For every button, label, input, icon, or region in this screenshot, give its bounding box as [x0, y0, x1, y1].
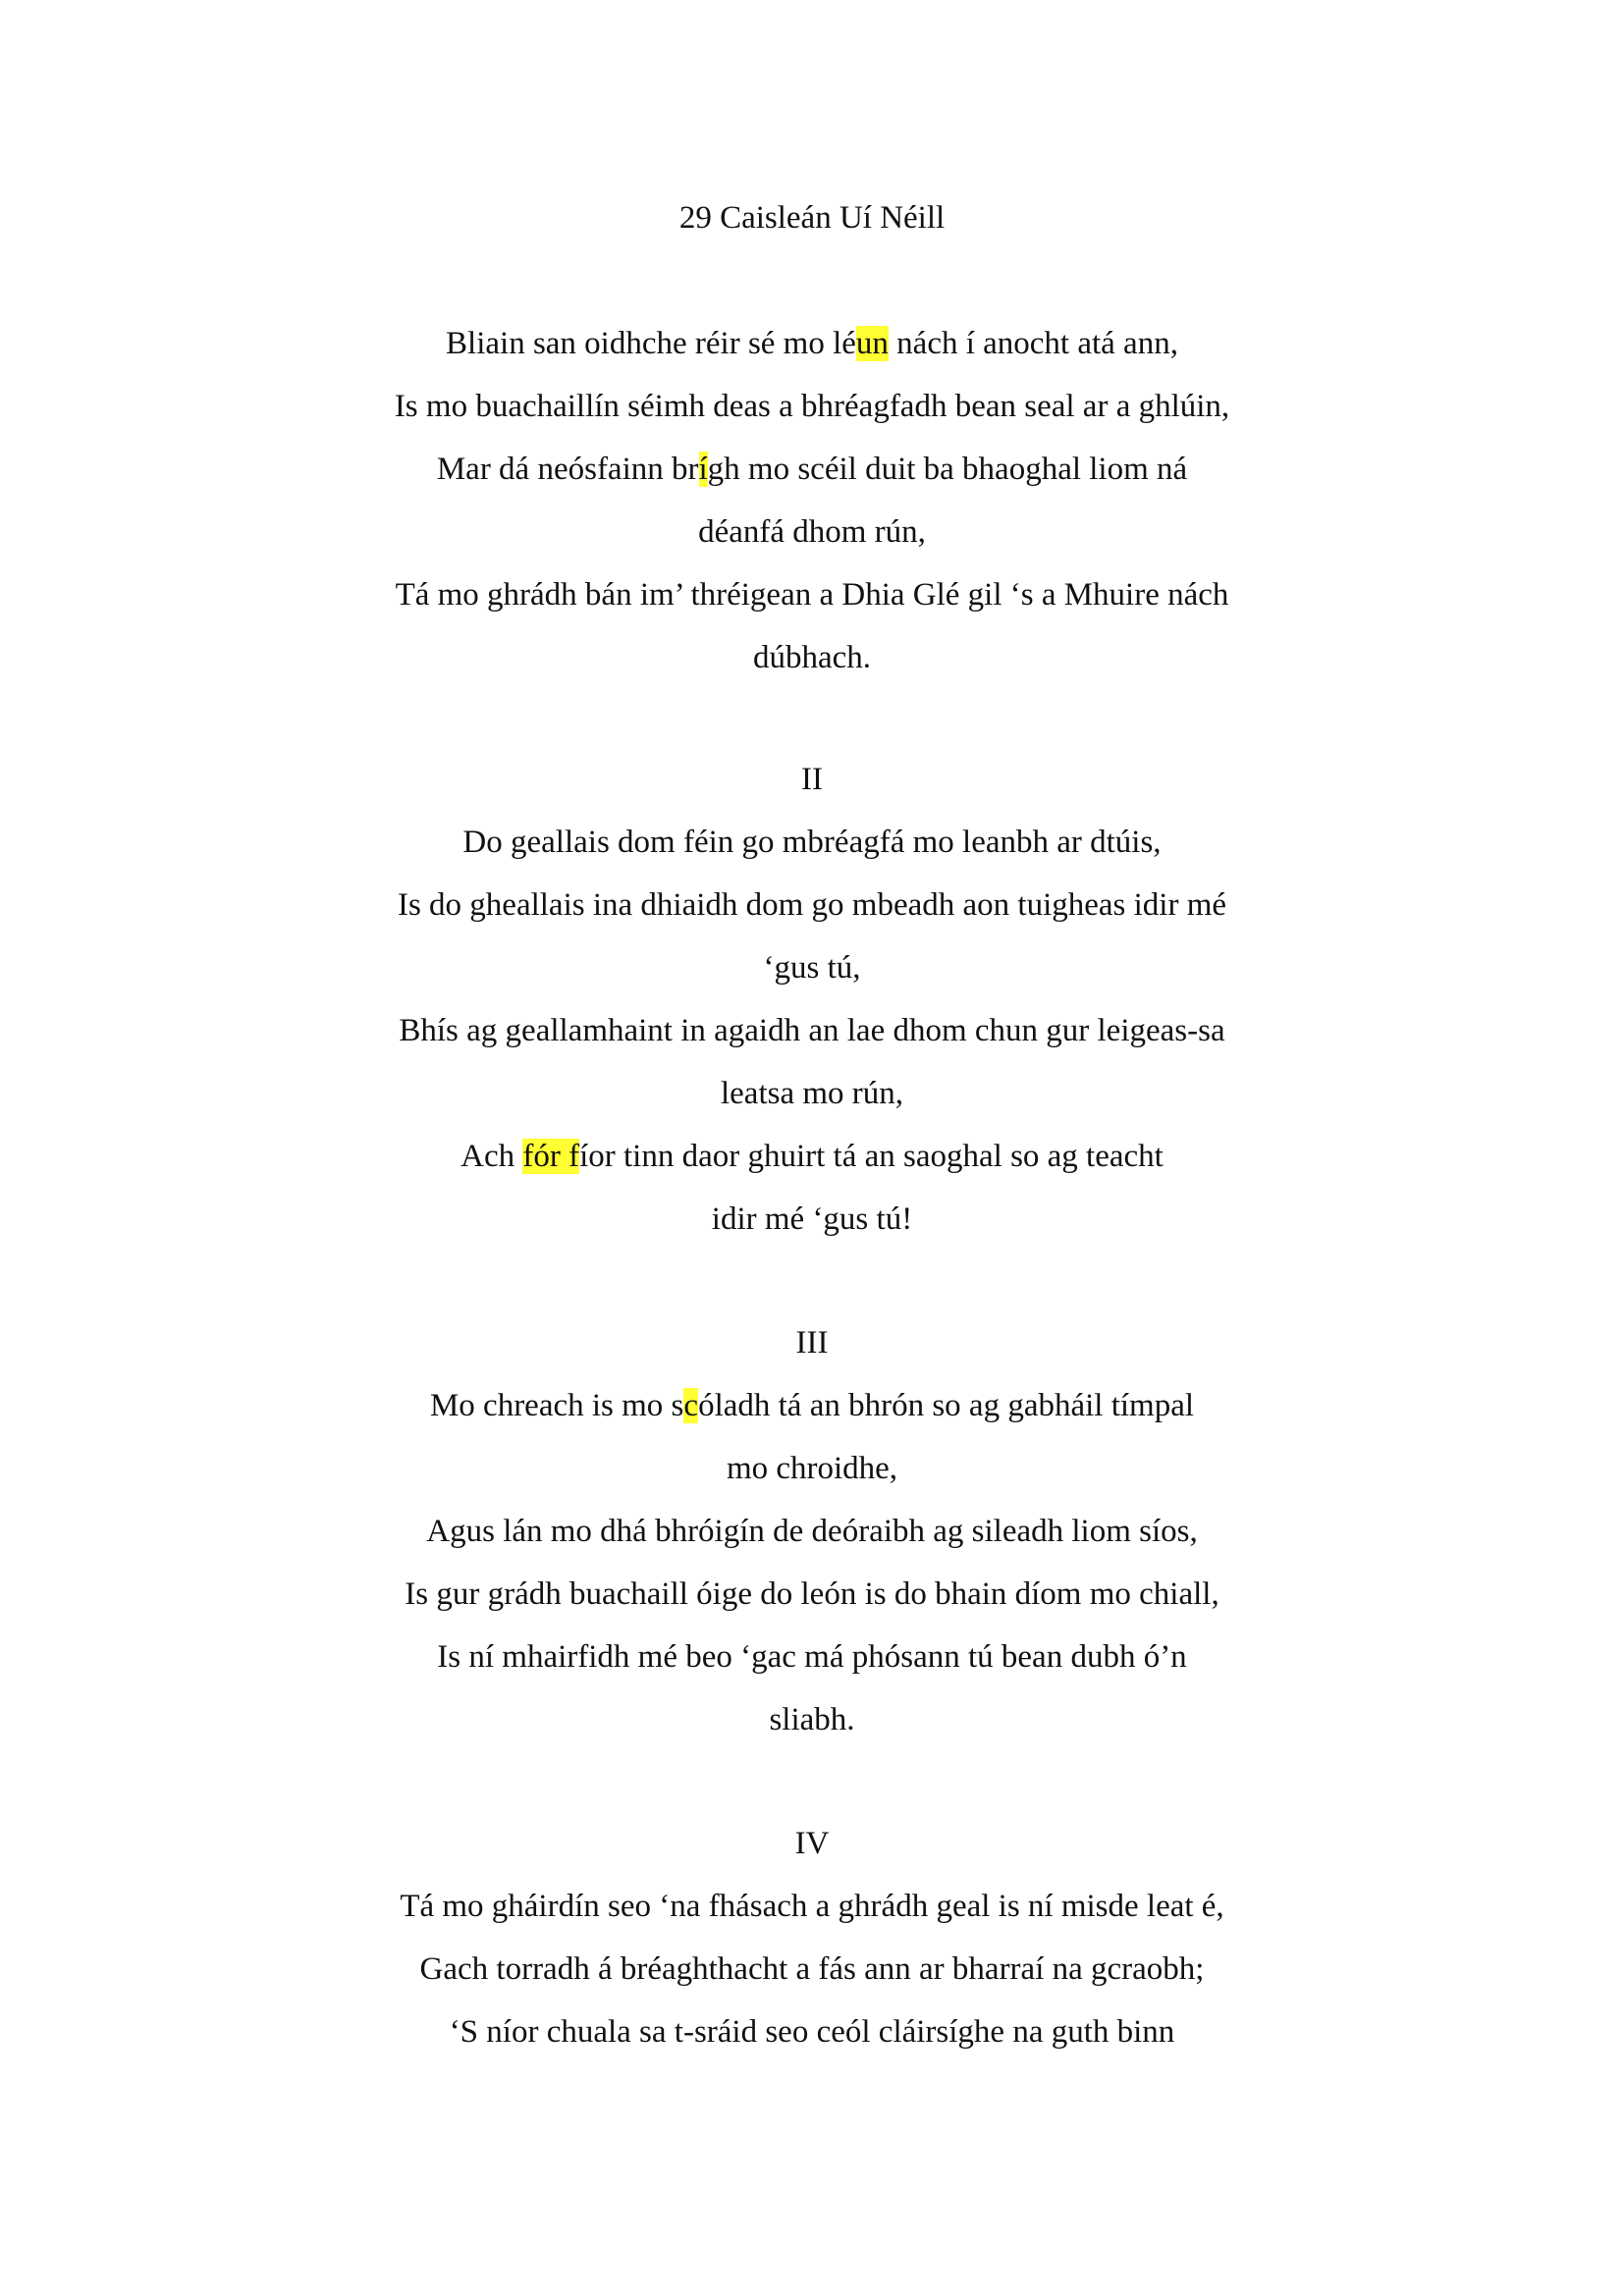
highlighted-text: fór f [522, 1139, 580, 1174]
poem-line [0, 626, 1624, 689]
line-text: óladh tá an bhrón so ag gabháil tímpal [698, 1388, 1195, 1423]
line-text: idir mé ‘gus tú! [711, 1201, 913, 1237]
line-text: gh mo scéil duit ba bhaoghal liom ná [707, 452, 1188, 487]
line-text: ‘S níor chuala sa t-sráid seo ceól cláirsíghe na guth binn [449, 2014, 1175, 2050]
poem-title: 29 Caisleán Uí Néill [678, 200, 946, 236]
poem-line [0, 312, 1624, 375]
highlighted-text: un [855, 326, 889, 361]
poem-line [0, 1563, 1624, 1626]
poem-line [0, 811, 1624, 874]
line-text: nách í anocht atá ann, [888, 326, 1178, 361]
poem-line [0, 1062, 1624, 1125]
line-text: Mar dá neósfainn br [436, 452, 699, 487]
poem-line [0, 999, 1624, 1062]
poem-line [0, 1688, 1624, 1751]
line-text: Gach torradh á bréaghthacht a fás ann ar bharraí na gcraobh; [419, 1951, 1205, 1987]
line-text: Is do gheallais ina dhiaidh dom go mbeadh aon tuigheas idir mé [397, 887, 1227, 923]
line-text: íor tinn daor ghuirt tá an saoghal so ag teacht [579, 1139, 1164, 1174]
poem-line [0, 501, 1624, 563]
line-text: leatsa mo rún, [720, 1076, 904, 1111]
poem-line [0, 936, 1624, 999]
line-text: sliabh. [769, 1702, 855, 1737]
poem-line [0, 1875, 1624, 1938]
line-text: dúbhach. [752, 640, 872, 675]
poem-line [0, 1938, 1624, 2001]
poem-line [0, 1500, 1624, 1563]
line-text: déanfá dhom rún, [698, 514, 926, 550]
line-text: Tá mo gháirdín seo ‘na fhásach a ghrádh geal is ní misde leat é, [400, 1889, 1224, 1924]
line-text: Is ní mhairfidh mé beo ‘gac má phósann tú bean dubh ó’n [437, 1639, 1187, 1675]
highlighted-text: c [683, 1388, 699, 1423]
line-text: Do geallais dom féin go mbréagfá mo leanbh ar dtúis, [462, 825, 1162, 860]
poem-line [0, 1626, 1624, 1688]
line-text: Is mo buachaillín séimh deas a bhréagfadh bean seal ar a ghlúin, [394, 389, 1230, 424]
poem-line [0, 375, 1624, 438]
poem-line [0, 874, 1624, 936]
line-text: Mo chreach is mo s [429, 1388, 684, 1423]
line-text: Agus lán mo dhá bhróigín de deóraibh ag sileadh liom síos, [426, 1514, 1198, 1549]
poem-line [0, 2001, 1624, 2063]
line-text: mo chroidhe, [726, 1451, 898, 1486]
stanza-3 [0, 1311, 1624, 1751]
poem-line [0, 1188, 1624, 1251]
poem-line [0, 1437, 1624, 1500]
stanza-1 [0, 312, 1624, 689]
stanza-numeral: IV [794, 1826, 830, 1861]
stanza-numeral: II [801, 762, 823, 797]
line-text: Ach [460, 1139, 523, 1174]
line-text: Tá mo ghrádh bán im’ thréigean a Dhia Glé gil ‘s a Mhuire nách [395, 577, 1229, 613]
line-text: Bhís ag geallamhaint in agaidh an lae dhom chun gur leigeas-sa [399, 1013, 1225, 1048]
poem-line [0, 563, 1624, 626]
poem-line [0, 1374, 1624, 1437]
poem-line [0, 1125, 1624, 1188]
line-text: Bliain san oidhche réir sé mo lé [446, 326, 856, 361]
stanza-4 [0, 1812, 1624, 2063]
stanza-numeral: III [795, 1325, 829, 1361]
highlighted-text: í [698, 452, 708, 487]
poem-line [0, 438, 1624, 501]
line-text: Is gur grádh buachaill óige do león is do bhain díom mo chiall, [405, 1576, 1219, 1612]
line-text: ‘gus tú, [763, 950, 861, 986]
stanza-2 [0, 748, 1624, 1251]
